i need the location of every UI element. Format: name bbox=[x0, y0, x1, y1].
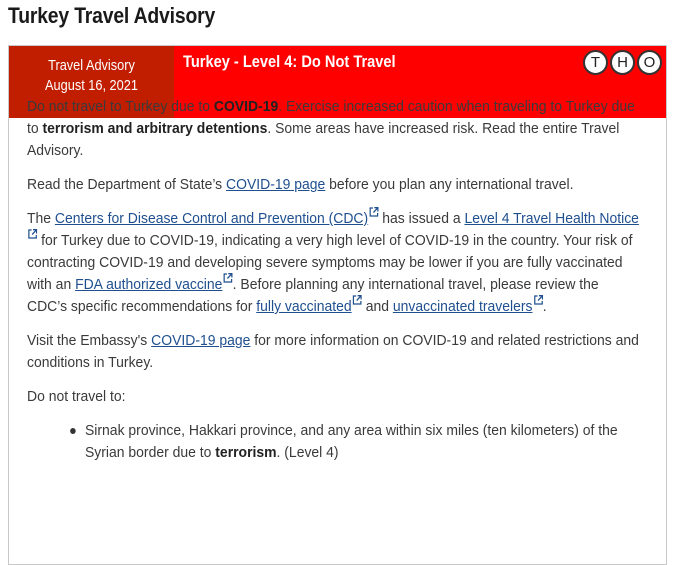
text: has issued a bbox=[378, 210, 465, 227]
advisory-level-title: Turkey - Level 4: Do Not Travel bbox=[183, 52, 396, 71]
external-link-icon bbox=[353, 295, 362, 305]
embassy-covid-page-link[interactable]: COVID-19 page bbox=[151, 332, 251, 349]
text: Read the Department of State’s bbox=[27, 176, 227, 193]
bold-text: terrorism bbox=[215, 444, 277, 461]
state-covid-page-link[interactable]: COVID-19 page bbox=[226, 176, 326, 193]
text: for Turkey due to COVID-19, indicating a very high level of COVID-19 in the country. Your risk of contracting COVID-19 and developing severe symptoms may be lower if you are fully vaccinated with an bbox=[27, 232, 633, 293]
fully-vaccinated-link[interactable]: fully vaccinated bbox=[256, 298, 352, 315]
cdc-link[interactable]: Centers for Disease Control and Prevention (CDC) bbox=[54, 210, 369, 227]
text: . (Level 4) bbox=[276, 444, 339, 461]
external-link-icon bbox=[533, 295, 542, 305]
external-link-icon bbox=[223, 273, 232, 283]
do-not-travel-list bbox=[27, 420, 647, 464]
terrorism-badge[interactable]: T bbox=[583, 50, 608, 75]
do-not-travel-heading: Do not travel to: bbox=[27, 388, 126, 405]
cdc-paragraph bbox=[27, 208, 641, 318]
external-link-icon bbox=[28, 229, 37, 239]
text: for more information on COVID-19 and related restrictions and conditions in Turkey. bbox=[27, 332, 639, 371]
list-item bbox=[85, 420, 652, 464]
text: . Exercise increased caution when traveling to Turkey due to bbox=[27, 98, 635, 137]
advisory-body bbox=[27, 96, 647, 464]
text: before you plan any international travel. bbox=[325, 176, 574, 193]
text: . Before planning any international travel, please review the CDC’s specific recommendations for bbox=[27, 276, 599, 315]
unvaccinated-travelers-link[interactable]: unvaccinated travelers bbox=[392, 298, 533, 315]
text: Sirnak province, Hakkari province, and any area within six miles (ten kilometers) of the Syrian border due to bbox=[85, 422, 618, 461]
text: Visit the Embassy's bbox=[27, 332, 152, 349]
embassy-paragraph bbox=[27, 330, 641, 374]
text: and bbox=[361, 298, 393, 315]
health-badge[interactable]: H bbox=[610, 50, 635, 75]
text: . bbox=[542, 298, 547, 315]
other-badge[interactable]: O bbox=[637, 50, 662, 75]
text: The bbox=[27, 210, 55, 227]
text: Do not travel to Turkey due to bbox=[27, 98, 214, 115]
state-dept-paragraph bbox=[27, 174, 641, 196]
advisory-label: Travel Advisory bbox=[48, 57, 135, 74]
bold-text: COVID-19 bbox=[213, 98, 279, 115]
text: . Some areas have increased risk. Read the entire Travel Advisory. bbox=[27, 120, 620, 159]
bold-text: terrorism and arbitrary detentions bbox=[42, 120, 268, 137]
fda-vaccine-link[interactable]: FDA authorized vaccine bbox=[75, 276, 223, 293]
bullet-icon bbox=[70, 428, 76, 434]
level4-notice-link[interactable]: Level 4 Travel Health Notice bbox=[464, 210, 639, 227]
page-title: Turkey Travel Advisory bbox=[8, 3, 216, 28]
advisory-date: August 16, 2021 bbox=[45, 77, 138, 94]
summary-paragraph bbox=[27, 96, 641, 162]
risk-indicator-badges bbox=[583, 50, 662, 75]
external-link-icon bbox=[369, 207, 378, 217]
